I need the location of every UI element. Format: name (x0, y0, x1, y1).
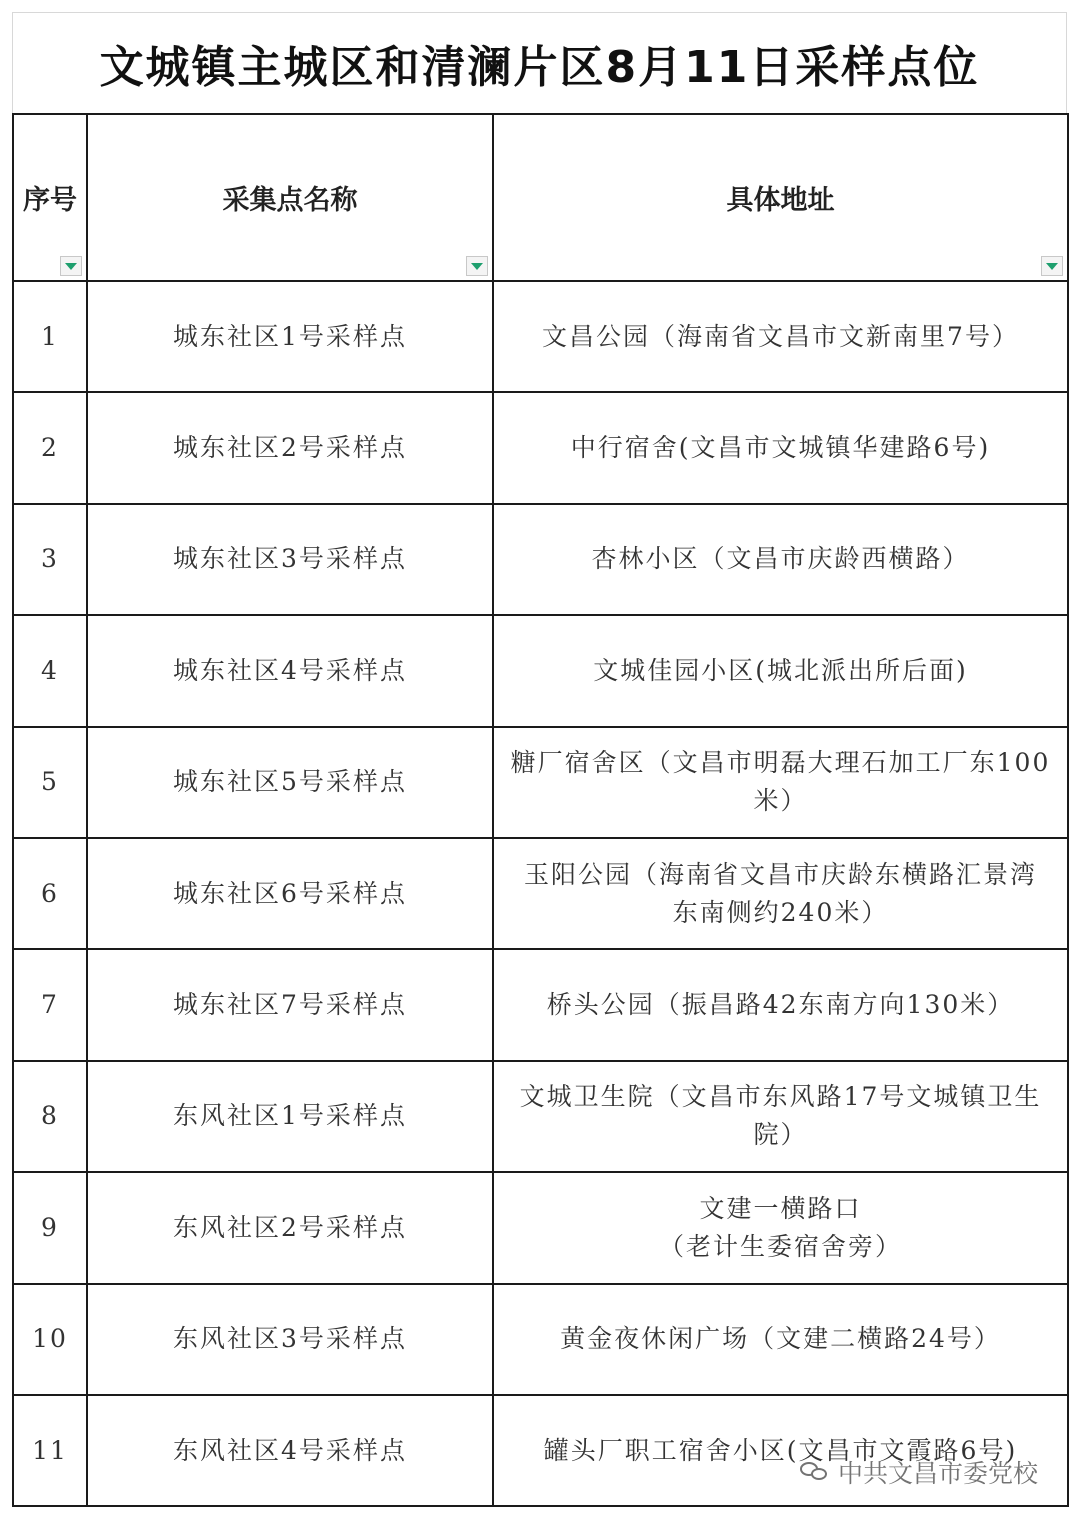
sampling-point-name: 城东社区7号采样点 (87, 949, 493, 1060)
address-line: 文城佳园小区(城北派出所后面) (593, 655, 968, 685)
row-index: 2 (13, 392, 87, 503)
sampling-points-table (12, 113, 1069, 1507)
header-label: 采集点名称 (222, 185, 358, 216)
header-label: 序号 (23, 185, 77, 216)
sampling-point-name: 城东社区1号采样点 (87, 281, 493, 392)
address-line: 文建一横路口 (699, 1193, 862, 1223)
sampling-point-name: 东风社区1号采样点 (87, 1061, 493, 1172)
sampling-point-name: 东风社区2号采样点 (87, 1172, 493, 1283)
address-line: 文城卫生院（文昌市东风路17号文城镇卫生 (519, 1082, 1042, 1112)
sampling-point-name: 东风社区4号采样点 (87, 1395, 493, 1506)
address-line: 罐头厂职工宿舍小区(文昌市文霞路6号) (543, 1435, 1018, 1465)
wechat-icon (800, 1460, 830, 1484)
row-index: 6 (13, 838, 87, 949)
sampling-point-address (493, 615, 1068, 726)
address-line: 桥头公园（振昌路42东南方向130米） (546, 990, 1015, 1020)
row-index: 5 (13, 727, 87, 838)
sampling-point-name: 城东社区6号采样点 (87, 838, 493, 949)
sampling-point-address (493, 504, 1068, 615)
sampling-point-address (493, 1061, 1068, 1172)
address-line: 玉阳公园（海南省文昌市庆龄东横路汇景湾 (523, 859, 1037, 889)
row-index: 10 (13, 1284, 87, 1395)
address-line: （老计生委宿舍旁） (658, 1231, 902, 1261)
address-line: 糖厂宿舍区（文昌市明磊大理石加工厂东100 (510, 748, 1051, 778)
address-line: 东南侧约240米） (672, 897, 889, 927)
sampling-point-name: 东风社区3号采样点 (87, 1284, 493, 1395)
filter-dropdown-icon[interactable] (60, 256, 82, 276)
filter-dropdown-icon[interactable] (466, 256, 488, 276)
address-line: 黄金夜休闲广场（文建二横路24号） (560, 1324, 1001, 1354)
header-index (13, 114, 87, 281)
sampling-point-address (493, 949, 1068, 1060)
row-index: 3 (13, 504, 87, 615)
row-index: 8 (13, 1061, 87, 1172)
row-index: 4 (13, 615, 87, 726)
watermark-text: 中共文昌市委党校 (838, 1459, 1039, 1488)
table-header-row (13, 114, 1068, 281)
address-line: 文昌公园（海南省文昌市文新南里7号） (542, 321, 1019, 351)
sampling-point-address (493, 1172, 1068, 1283)
sampling-point-address (493, 392, 1068, 503)
filter-dropdown-icon[interactable] (1041, 256, 1063, 276)
address-line: 米） (753, 786, 808, 816)
row-index: 7 (13, 949, 87, 1060)
table-row (13, 838, 1068, 949)
spreadsheet (12, 12, 1067, 1508)
page-title: 文城镇主城区和清澜片区8月11日采样点位 (12, 12, 1067, 113)
sampling-point-name: 城东社区5号采样点 (87, 727, 493, 838)
watermark (800, 1453, 1038, 1491)
sampling-point-name: 城东社区4号采样点 (87, 615, 493, 726)
sampling-point-address (493, 838, 1068, 949)
row-index: 1 (13, 281, 87, 392)
table-row (13, 949, 1068, 1060)
sampling-point-address (493, 727, 1068, 838)
table-row (13, 1061, 1068, 1172)
sampling-point-address (493, 1284, 1068, 1395)
sampling-point-name: 城东社区2号采样点 (87, 392, 493, 503)
row-index: 11 (13, 1395, 87, 1506)
table-row (13, 615, 1068, 726)
header-name (87, 114, 493, 281)
table-row (13, 392, 1068, 503)
table-row (13, 1284, 1068, 1395)
table-body (13, 281, 1068, 1506)
table-row (13, 281, 1068, 392)
sampling-point-name: 城东社区3号采样点 (87, 504, 493, 615)
row-index: 9 (13, 1172, 87, 1283)
address-line: 杏林小区（文昌市庆龄西横路） (591, 544, 970, 574)
sampling-point-address (493, 281, 1068, 392)
address-line: 院） (753, 1120, 808, 1150)
table-row (13, 1172, 1068, 1283)
header-label: 具体地址 (726, 185, 835, 216)
table-row (13, 727, 1068, 838)
header-address (493, 114, 1068, 281)
table-row (13, 504, 1068, 615)
address-line: 中行宿舍(文昌市文城镇华建路6号) (570, 433, 991, 463)
